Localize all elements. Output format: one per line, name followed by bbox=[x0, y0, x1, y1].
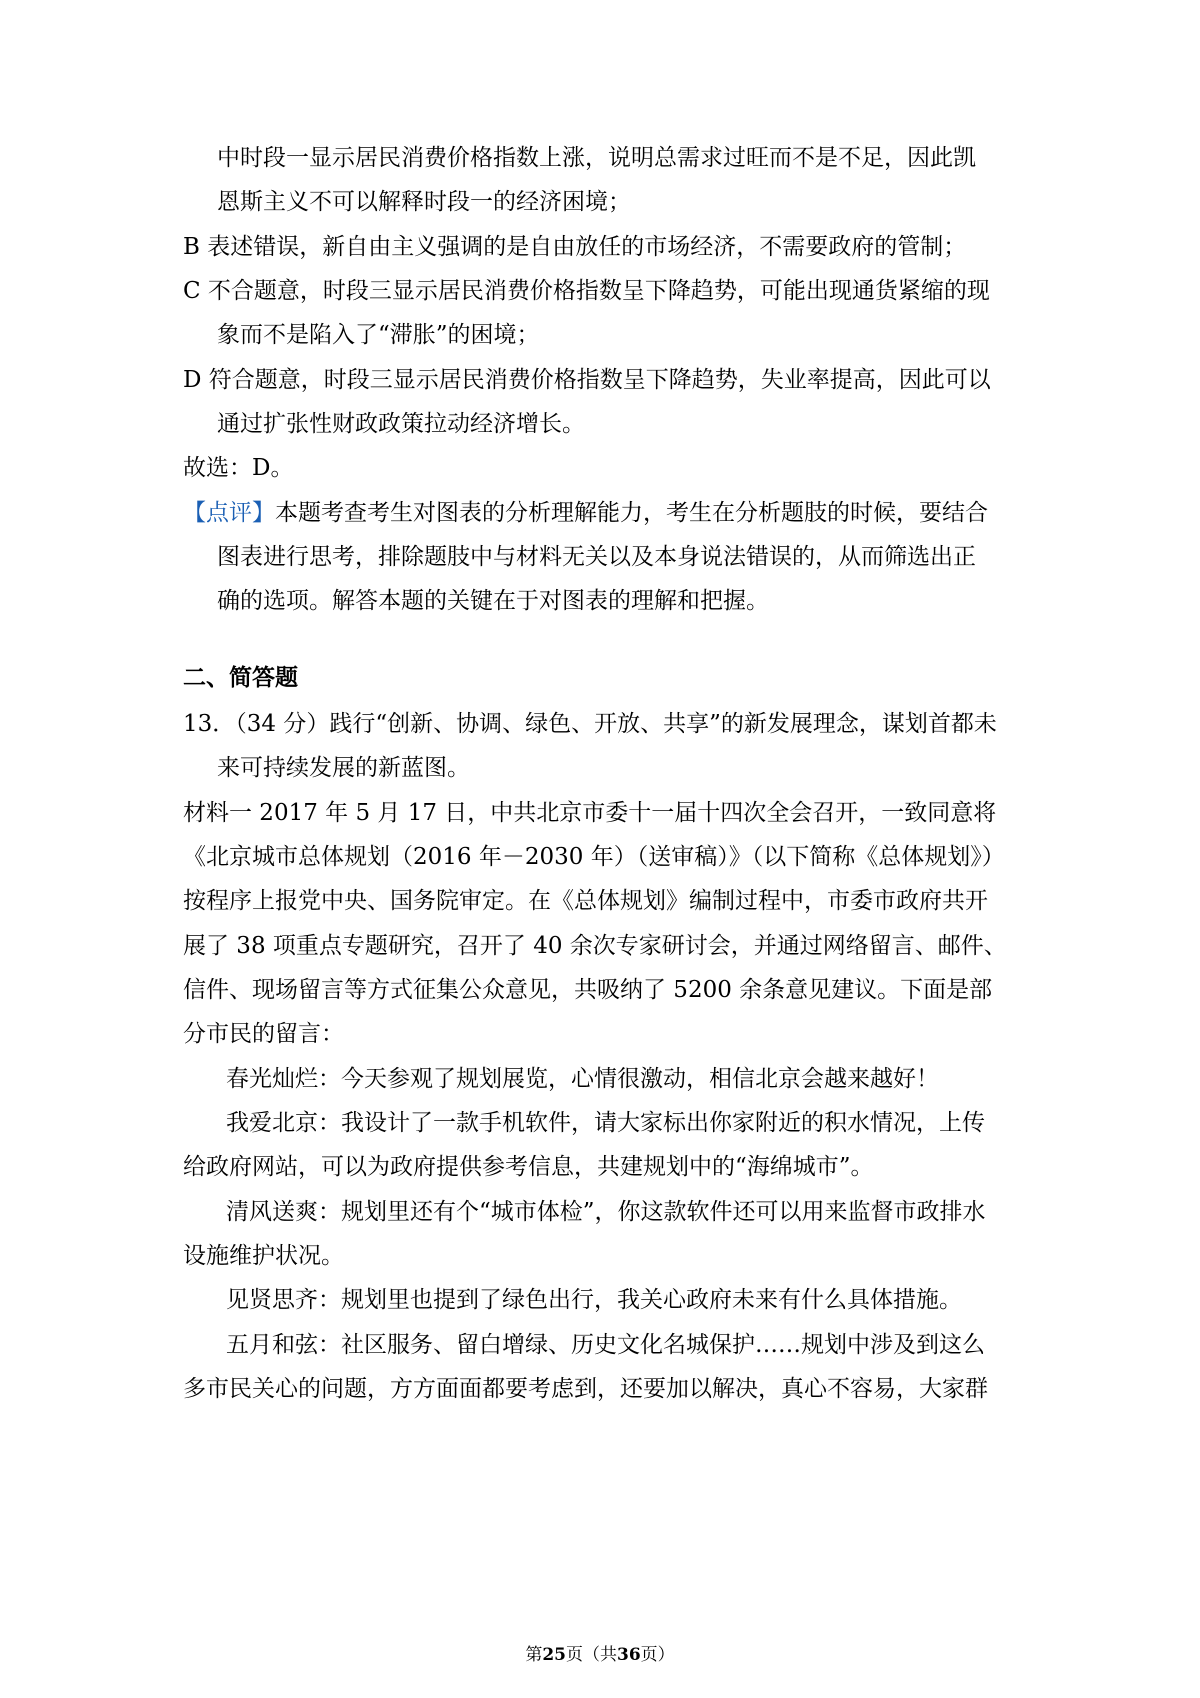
question-stem: 来可持续发展的新蓝图。 bbox=[217, 755, 470, 781]
citizen-comment: 我爱北京：我设计了一款手机软件，请大家标出你家附近的积水情况，上传 bbox=[226, 1110, 985, 1136]
comment-tag: 【点评】 bbox=[183, 500, 275, 526]
answer-option-b: B 表述错误，新自由主义强调的是自由放任的市场经济，不需要政府的管制； bbox=[183, 234, 967, 260]
comment-line: 图表进行思考，排除题肢中与材料无关以及本身说法错误的，从而筛选出正 bbox=[217, 544, 976, 570]
footer-mid: 页（共 bbox=[566, 1645, 617, 1665]
citizen-comment: 春光灿烂：今天参观了规划展览，心情很激动，相信北京会越来越好！ bbox=[226, 1066, 939, 1092]
material-line: 《北京城市总体规划（2016 年－2030 年）（送审稿）》（以下简称《总体规划》） bbox=[183, 844, 1005, 870]
material-line: 按程序上报党中央、国务院审定。在《总体规划》编制过程中，市委市政府共开 bbox=[183, 888, 988, 914]
page-number: 25 bbox=[542, 1645, 566, 1665]
citizen-comment: 五月和弦：社区服务、留白增绿、历史文化名城保护……规划中涉及到这么 bbox=[226, 1332, 985, 1358]
page-total: 36 bbox=[617, 1645, 641, 1665]
answer-choice: 故选：D。 bbox=[183, 455, 294, 481]
comment-text: 本题考查考生对图表的分析理解能力，考生在分析题肢的时候，要结合 bbox=[275, 500, 988, 526]
material-line: 展了 38 项重点专题研究，召开了 40 余次专家研讨会，并通过网络留言、邮件、 bbox=[183, 933, 1007, 959]
citizen-comment: 多市民关心的问题，方方面面都要考虑到，还要加以解决，真心不容易，大家群 bbox=[183, 1376, 988, 1402]
answer-option-c: C 不合题意，时段三显示居民消费价格指数呈下降趋势，可能出现通货紧缩的现 bbox=[183, 278, 990, 304]
material-line: 信件、现场留言等方式征集公众意见，共吸纳了 5200 余条意见建议。下面是部 bbox=[183, 977, 993, 1003]
comment-line bbox=[183, 497, 1023, 529]
page-footer bbox=[0, 1643, 1200, 1667]
section-heading: 二、简答题 bbox=[183, 664, 298, 691]
citizen-comment: 设施维护状况。 bbox=[183, 1243, 344, 1269]
footer-prefix: 第 bbox=[525, 1645, 543, 1665]
citizen-comment: 见贤思齐：规划里也提到了绿色出行，我关心政府未来有什么具体措施。 bbox=[226, 1287, 962, 1313]
material-line: 材料一 2017 年 5 月 17 日，中共北京市委十一届十四次全会召开，一致同意将 bbox=[183, 800, 997, 826]
material-line: 分市民的留言： bbox=[183, 1021, 344, 1047]
answer-line: 象而不是陷入了“滞胀”的困境； bbox=[217, 322, 540, 348]
citizen-comment: 清风送爽：规划里还有个“城市体检”，你这款软件还可以用来监督市政排水 bbox=[226, 1199, 986, 1225]
answer-line: 中时段一显示居民消费价格指数上涨，说明总需求过旺而不是不足，因此凯 bbox=[217, 145, 976, 171]
answer-line: 通过扩张性财政政策拉动经济增长。 bbox=[217, 411, 585, 437]
comment-line: 确的选项。解答本题的关键在于对图表的理解和把握。 bbox=[217, 588, 769, 614]
question-stem: 13．（34 分）践行“创新、协调、绿色、开放、共享”的新发展理念，谋划首都未 bbox=[183, 711, 997, 737]
citizen-comment: 给政府网站，可以为政府提供参考信息，共建规划中的“海绵城市”。 bbox=[183, 1154, 874, 1180]
footer-suffix: 页） bbox=[640, 1645, 675, 1665]
answer-option-d: D 符合题意，时段三显示居民消费价格指数呈下降趋势，失业率提高，因此可以 bbox=[183, 367, 991, 393]
answer-line: 恩斯主义不可以解释时段一的经济困境； bbox=[217, 189, 631, 215]
